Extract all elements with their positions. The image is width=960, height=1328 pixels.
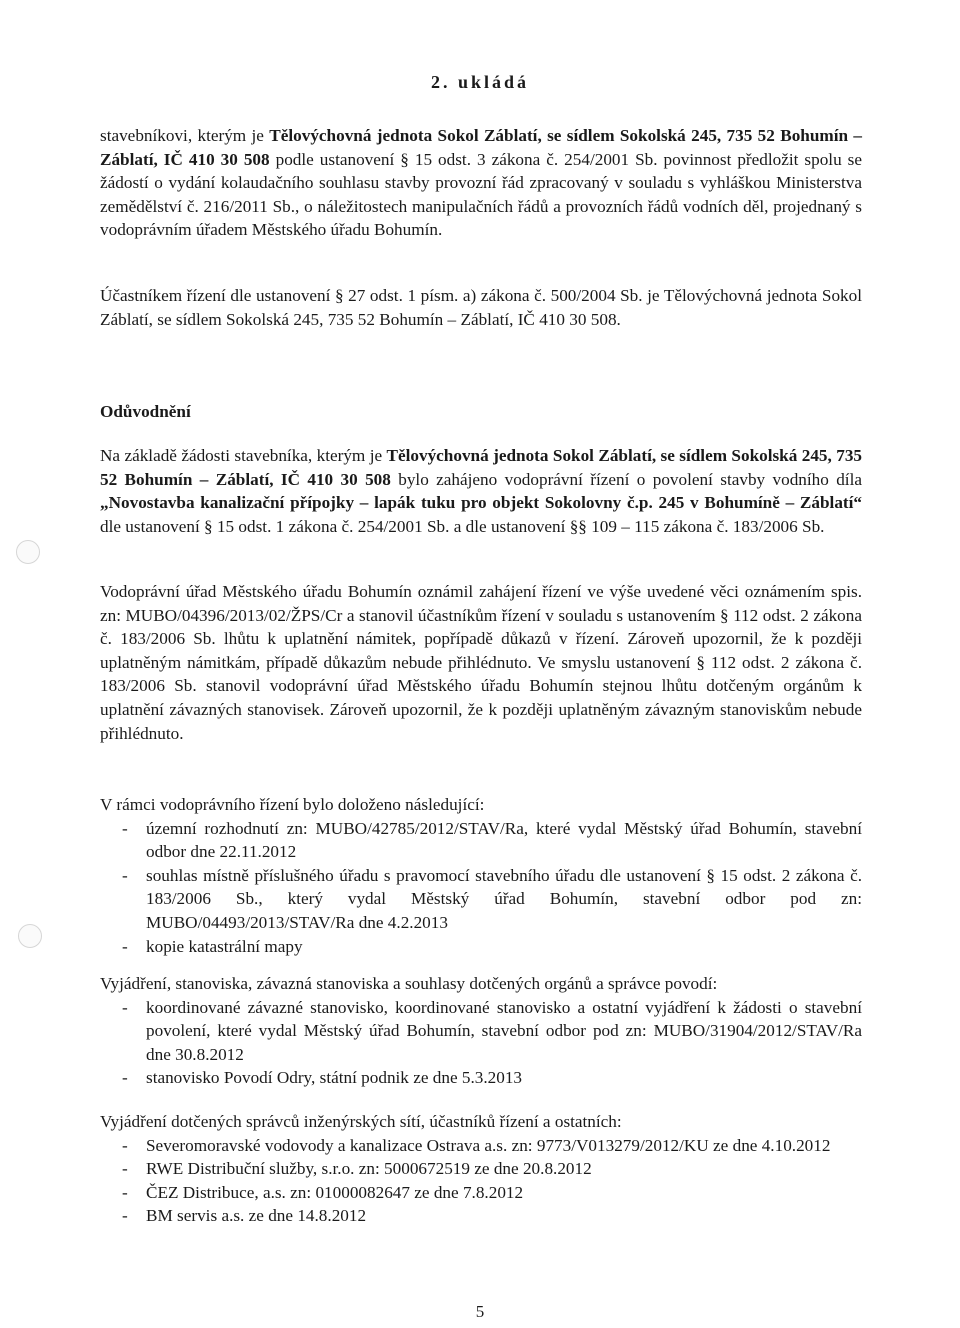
list-dash: - xyxy=(122,865,128,885)
notice-paragraph: Vodoprávní úřad Městského úřadu Bohumín oznámil zahájení řízení ve výše uvedené věci oznámením spis. zn: MUBO/04396/2013/02/ŽPS/Cr a stanovil účastníkům řízení v souladu s ustanovením § 112 odst. 2 zákona č. 183/2006 Sb. lhůtu k uplatnění námitek, popřípadě důkazů v řízení. Zároveň upozornil, že k později uplatněným námitkám, případě důkazům nebude přihlédnuto. Ve smyslu ustanovení § 112 odst. 2 zákona č. 183/2006 Sb. stanovil vodoprávní úřad Městského úřadu Bohumín stejnou lhůtu dotčeným orgánům k uplatnění závazných stanovisek. Zároveň upozornil, že k později uplatněným závazným stanoviskům nebude přihlédnuto. xyxy=(100,582,862,743)
list-dash: - xyxy=(122,1135,128,1155)
list-item-text: BM servis a.s. ze dne 14.8.2012 xyxy=(146,1206,367,1226)
list-item xyxy=(100,1066,862,1090)
list-item-text: koordinované závazné stanovisko, koordinované stanovisko a ostatní vyjádření k žádosti o stavební povolení, které vydal Městský úřad Bohumín, stavební odbor pod zn: MUBO/31904/2012/STAV/Ra dne 30.8.2012 xyxy=(146,997,862,1064)
text-run: Na základě žádosti stavebníka, kterým je xyxy=(100,446,387,465)
section-heading: 2. ukládá xyxy=(430,72,530,92)
bold-run: Tělovýchovná jednota Sokol Záblatí, se sídlem Sokolská 245, 735 52 Bohumín – Záblatí, IČ 410 30 508 xyxy=(100,446,863,489)
list-item-text: stanovisko Povodí Odry, státní podnik ze dne 5.3.2013 xyxy=(146,1068,523,1088)
network-administrators-block xyxy=(100,1110,862,1228)
submitted-documents-block xyxy=(100,793,862,958)
list-item-text: souhlas místně příslušného úřadu s pravomocí stavebního úřadu dle ustanovení § 15 odst. 2 zákona č. 183/2006 Sb., který vydal Městský úřad Bohumín, stavební odbor pod zn: MUBO/04493/2013/STAV/Ra dne 4.2.2013 xyxy=(146,865,862,932)
page-number: 5 xyxy=(475,1302,485,1321)
list-item xyxy=(100,1204,862,1228)
list-item xyxy=(100,935,862,959)
list-dash: - xyxy=(122,818,128,838)
punch-hole-top xyxy=(16,540,40,564)
list-dash: - xyxy=(122,936,128,956)
list-item xyxy=(100,1181,862,1205)
obligation-paragraph xyxy=(100,124,862,242)
bold-run: Tělovýchovná jednota Sokol Záblatí, se sídlem Sokolská 245, 735 52 Bohumín – Záblatí, IČ 410 30 508 xyxy=(100,126,862,169)
text-run: stavebníkovi, kterým je xyxy=(100,126,270,145)
list-item-text: RWE Distribuční služby, s.r.o. zn: 5000672519 ze dne 20.8.2012 xyxy=(146,1159,592,1179)
list-dash: - xyxy=(122,1068,128,1088)
submitted-documents-list xyxy=(100,817,862,959)
list-item xyxy=(100,864,862,935)
authority-statements-list xyxy=(100,996,862,1090)
list-intro: Vyjádření dotčených správců inženýrských sítí, účastníků řízení a ostatních: xyxy=(100,1112,622,1131)
list-item xyxy=(100,1134,862,1158)
list-item xyxy=(100,817,862,864)
network-administrators-list xyxy=(100,1134,862,1228)
text-run: bylo zahájeno vodoprávní řízení o povolení stavby vodního díla xyxy=(390,469,862,489)
list-dash: - xyxy=(122,1206,128,1226)
list-dash: - xyxy=(122,1182,128,1202)
punch-hole-bottom xyxy=(18,924,42,948)
list-item xyxy=(100,996,862,1067)
list-item-text: ČEZ Distribuce, a.s. zn: 01000082647 ze dne 7.8.2012 xyxy=(146,1182,524,1202)
justification-title: Odůvodnění xyxy=(100,402,191,421)
list-intro: V rámci vodoprávního řízení bylo doloženo následující: xyxy=(100,795,485,814)
text-run: dle ustanovení § 15 odst. 1 zákona č. 254/2001 Sb. a dle ustanovení §§ 109 – 115 zákona č. 183/2006 Sb. xyxy=(100,516,825,536)
text-run: podle ustanovení § 15 odst. 3 zákona č. 254/2001 Sb. povinnost předložit spolu se žádostí o vydání kolaudačního souhlasu stavby provozní řád zpracovaný v souladu s vyhláškou Ministerstva zemědělství č. 216/2011 Sb., o náležitostech manipulačních řádů a provozních řádů vodních děl, projednaný s vodoprávním úřadem Městského úřadu Bohumín. xyxy=(100,149,862,240)
list-item-text: kopie katastrální mapy xyxy=(146,936,303,956)
bold-run: „Novostavba kanalizační přípojky – lapák tuku pro objekt Sokolovny č.p. 245 v Bohumíně – Záblatí“ xyxy=(100,493,862,513)
authority-statements-block xyxy=(100,972,862,1090)
list-item-text: územní rozhodnutí zn: MUBO/42785/2012/STAV/Ra, které vydal Městský úřad Bohumín, stavební odbor dne 22.11.2012 xyxy=(146,818,862,862)
list-dash: - xyxy=(122,997,128,1017)
list-item-text: Severomoravské vodovody a kanalizace Ostrava a.s. zn: 9773/V013279/2012/KU ze dne 4.10.2012 xyxy=(146,1135,831,1155)
list-intro: Vyjádření, stanoviska, závazná stanoviska a souhlasy dotčených orgánů a správce povodí: xyxy=(100,974,718,993)
list-item xyxy=(100,1157,862,1181)
justification-paragraph xyxy=(100,444,862,538)
participant-paragraph: Účastníkem řízení dle ustanovení § 27 odst. 1 písm. a) zákona č. 500/2004 Sb. je Tělovýchovná jednota Sokol Záblatí, se sídlem Sokolská 245, 735 52 Bohumín – Záblatí, IČ 410 30 508. xyxy=(100,286,862,329)
list-dash: - xyxy=(122,1159,128,1179)
